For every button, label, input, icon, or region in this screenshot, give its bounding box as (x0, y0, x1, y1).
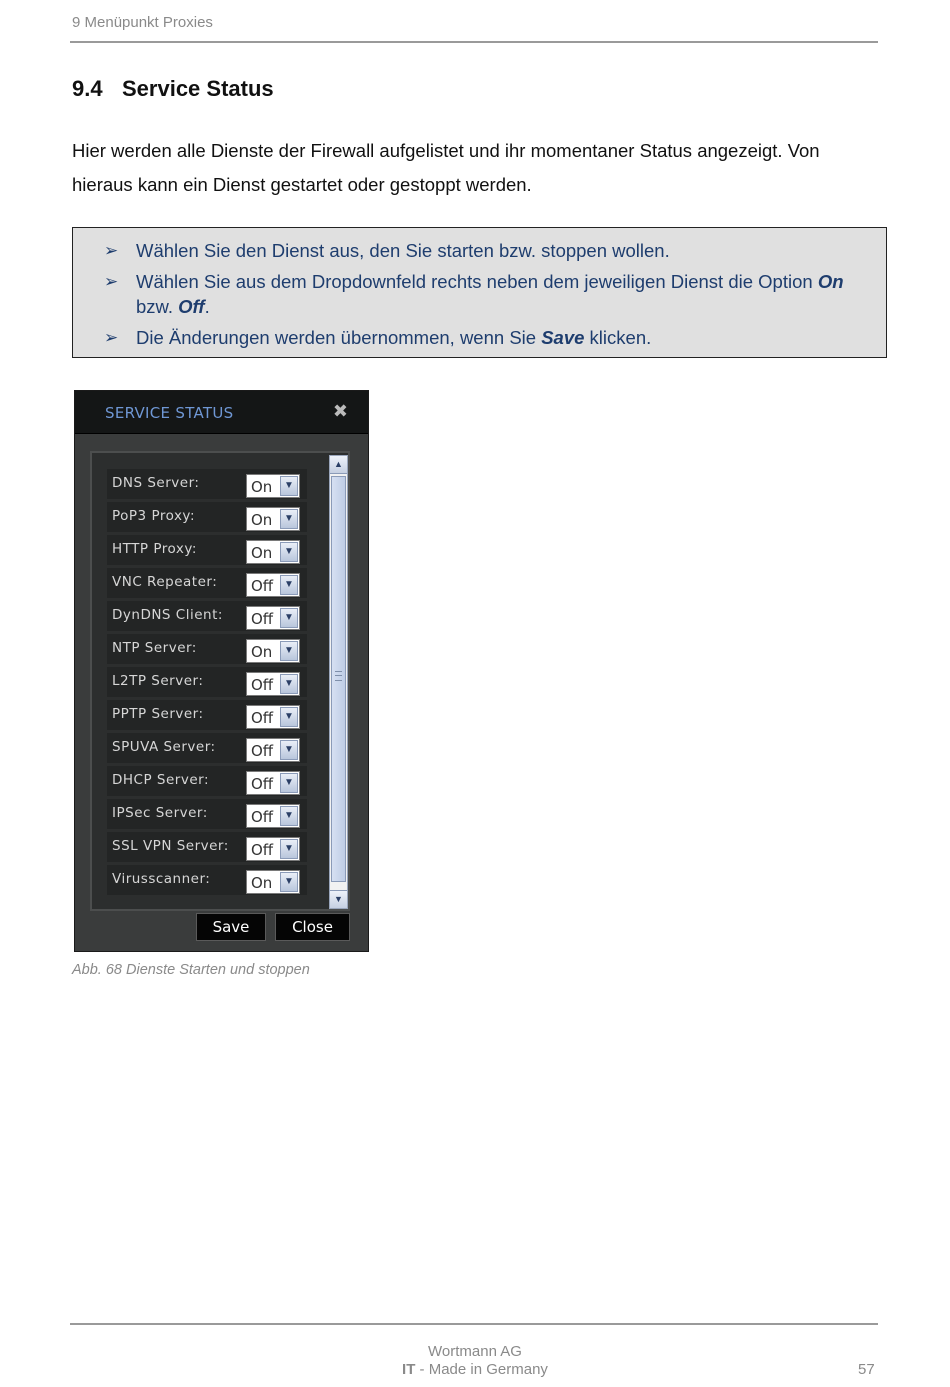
service-label: IPSec Server: (112, 805, 208, 821)
chevron-down-icon[interactable]: ▼ (280, 476, 298, 496)
instruction-text: . (204, 296, 210, 317)
chevron-down-icon[interactable]: ▼ (280, 509, 298, 529)
service-status-select[interactable] (246, 771, 300, 795)
service-row (107, 799, 307, 829)
chevron-down-icon[interactable]: ▼ (280, 872, 298, 892)
service-row (107, 766, 307, 796)
service-status-dialog (75, 391, 368, 951)
service-label: DNS Server: (112, 475, 200, 491)
service-label: HTTP Proxy: (112, 541, 197, 557)
service-label: DynDNS Client: (112, 607, 223, 623)
service-label: Virusscanner: (112, 871, 211, 887)
select-value: On (251, 511, 273, 529)
select-value: On (251, 544, 273, 562)
select-value: Off (251, 577, 274, 595)
service-row (107, 502, 307, 532)
service-label: L2TP Server: (112, 673, 204, 689)
chevron-down-icon[interactable]: ▼ (280, 608, 298, 628)
select-value: Off (251, 742, 274, 760)
page-number: 57 (858, 1361, 875, 1378)
service-label: VNC Repeater: (112, 574, 218, 590)
arrow-bullet-icon: ➢ (104, 272, 119, 291)
service-row (107, 865, 307, 895)
scroll-up-icon[interactable]: ▲ (330, 456, 347, 474)
instruction-item (104, 269, 866, 319)
service-status-select[interactable] (246, 672, 300, 696)
footer-tagline (0, 1361, 950, 1378)
grip-icon (335, 671, 342, 681)
service-label: PoP3 Proxy: (112, 508, 195, 524)
service-status-select[interactable] (246, 540, 300, 564)
service-row (107, 601, 307, 631)
intro-paragraph: Hier werden alle Dienste der Firewall aufgelistet und ihr momentaner Status angezeigt. Von hieraus kann ein Dienst gestartet oder gestoppt werden. (72, 140, 820, 195)
chevron-down-icon[interactable]: ▼ (280, 641, 298, 661)
service-row (107, 469, 307, 499)
arrow-bullet-icon: ➢ (104, 328, 119, 347)
select-value: Off (251, 709, 274, 727)
running-header: 9 Menüpunkt Proxies (72, 14, 213, 31)
service-row (107, 832, 307, 862)
instruction-text: Die Änderungen werden übernommen, wenn Sie (136, 327, 542, 348)
service-status-select[interactable] (246, 738, 300, 762)
service-status-select[interactable] (246, 474, 300, 498)
service-status-select[interactable] (246, 837, 300, 861)
chevron-down-icon[interactable]: ▼ (280, 740, 298, 760)
select-value: Off (251, 610, 274, 628)
arrow-bullet-icon: ➢ (104, 241, 119, 260)
select-value: Off (251, 808, 274, 826)
service-label: DHCP Server: (112, 772, 209, 788)
instruction-text: klicken. (584, 327, 652, 348)
section-heading (72, 76, 274, 102)
select-value: On (251, 874, 273, 892)
header-rule (70, 41, 878, 43)
select-value: On (251, 643, 273, 661)
instruction-text: bzw. (136, 296, 179, 317)
footer-rule (70, 1323, 878, 1325)
dialog-title: SERVICE STATUS (105, 404, 234, 422)
close-button[interactable]: Close (275, 913, 350, 941)
service-row (107, 733, 307, 763)
select-value: Off (251, 676, 274, 694)
instruction-text: Wählen Sie den Dienst aus, den Sie starten bzw. stoppen wollen. (136, 240, 670, 261)
scrollbar[interactable] (329, 455, 348, 909)
service-row (107, 568, 307, 598)
select-value: Off (251, 841, 274, 859)
service-status-select[interactable] (246, 573, 300, 597)
close-icon[interactable]: ✖ (332, 401, 348, 422)
chevron-down-icon[interactable]: ▼ (280, 773, 298, 793)
chevron-down-icon[interactable]: ▼ (280, 707, 298, 727)
instruction-box (72, 227, 887, 358)
section-number: 9.4 (72, 76, 103, 101)
save-button[interactable]: Save (196, 913, 266, 941)
service-label: SPUVA Server: (112, 739, 216, 755)
chevron-down-icon[interactable]: ▼ (280, 806, 298, 826)
footer-tagline-bold: IT (402, 1361, 416, 1378)
section-title: Service Status (122, 76, 274, 101)
chevron-down-icon[interactable]: ▼ (280, 674, 298, 694)
select-value: On (251, 478, 273, 496)
instruction-item (104, 238, 866, 263)
chevron-down-icon[interactable]: ▼ (280, 575, 298, 595)
chevron-down-icon[interactable]: ▼ (280, 542, 298, 562)
chevron-down-icon[interactable]: ▼ (280, 839, 298, 859)
footer-tagline-rest: - Made in Germany (415, 1361, 548, 1378)
service-row (107, 700, 307, 730)
footer-company: Wortmann AG (428, 1343, 522, 1360)
option-off-text: Off (178, 296, 205, 317)
service-status-select[interactable] (246, 606, 300, 630)
service-status-select[interactable] (246, 870, 300, 894)
select-value: Off (251, 775, 274, 793)
figure-caption: Abb. 68 Dienste Starten und stoppen (72, 962, 310, 978)
instruction-text: Wählen Sie aus dem Dropdownfeld rechts neben dem jeweiligen Dienst die Option (136, 271, 818, 292)
service-row (107, 535, 307, 565)
scroll-down-icon[interactable]: ▼ (330, 890, 347, 908)
service-status-select[interactable] (246, 639, 300, 663)
service-status-select[interactable] (246, 507, 300, 531)
scroll-thumb[interactable] (331, 476, 346, 882)
service-row (107, 634, 307, 664)
option-on-text: On (817, 271, 844, 292)
service-status-select[interactable] (246, 705, 300, 729)
service-row (107, 667, 307, 697)
dialog-titlebar (75, 391, 368, 434)
service-label: PPTP Server: (112, 706, 204, 722)
service-list-panel (90, 451, 350, 911)
save-emphasis-text: Save (541, 327, 585, 348)
service-label: SSL VPN Server: (112, 838, 229, 854)
instruction-item (104, 325, 866, 350)
service-status-select[interactable] (246, 804, 300, 828)
service-label: NTP Server: (112, 640, 197, 656)
